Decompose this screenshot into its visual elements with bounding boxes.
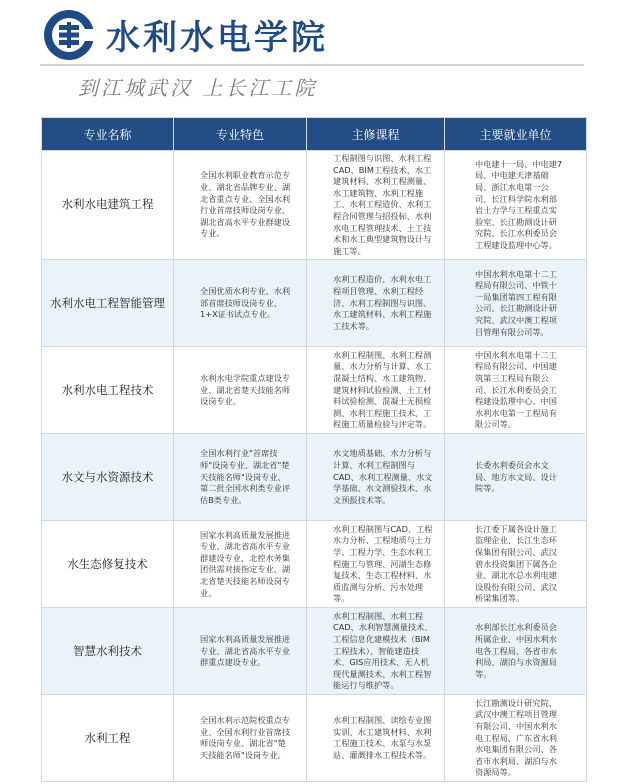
table-row xyxy=(42,151,587,260)
table-header-row xyxy=(42,118,587,151)
major-employers: 水利部长江水利委员会所属企业、中国水利水电各工程局、各省市水利局、湖泊与水资源局等。 xyxy=(445,608,587,695)
major-name: 水利工程 xyxy=(42,695,174,782)
major-employers: 长江委下属各设计施工监理企业、长江生态环保集团有限公司、武汉碧水投资集团下属各企业、湖北水总水利电建设股份有限公司、武汉桥梁集团等。 xyxy=(445,521,587,608)
table-row xyxy=(42,434,587,521)
major-features: 全国优质水利专业、水利部首席技师设岗专业、1+X证书试点专业。 xyxy=(174,260,307,347)
major-name: 水利水电工程智能管理 xyxy=(42,260,174,347)
major-employers: 长江勘测设计研究院、武汉中澳工程项目管理有限公司、中国水利水电工程局、广东省水利水电集团有限公司、各省市水利局、湖泊与水资源局等。 xyxy=(445,695,587,782)
major-name: 水利水电工程技术 xyxy=(42,347,174,434)
major-employers: 中国水利水电第十二工程局有限公司、中国建筑第三工程局有限公司、长江水利委员会工程建设监理中心、中国水利水电第一工程局有限公司等。 xyxy=(445,347,587,434)
major-features: 全国水利职业教育示范专业、湖北省品牌专业、湖北省重点专业、全国水利行业首席技师设岗专业、湖北省高水平专业群建设专业。 xyxy=(174,151,307,260)
major-courses: 水利工程制图、水利工程测量、水力分析与计算、水工混凝土结构、水工建筑物、建筑材料试验检测、土工材料试验检测、混凝土无损检测、水利工程施工技术、工程施工质量检验与评定等。 xyxy=(307,347,445,434)
column-header-employers: 主要就业单位 xyxy=(445,118,587,151)
major-features: 全国水利示范院校重点专业、全国水利行业首席技师设岗专业、湖北省"楚天技能名师"设岗专业。 xyxy=(174,695,307,782)
column-header-name: 专业名称 xyxy=(42,118,174,151)
major-courses: 水利工程制图与CAD、工程水力分析、工程地质与土力学、工程力学、生态水利工程施工与管理、河湖生态修复技术、生态工程材料、水质监测与分析、污水处理等。 xyxy=(307,521,445,608)
major-features: 国家水利高质量发展推进专业、湖北省高水平专业群建设专业、北控水务集团供需对接指定专业、湖北省楚天技能名师设岗专业。 xyxy=(174,521,307,608)
header-divider xyxy=(40,64,584,66)
college-emblem-icon xyxy=(42,8,96,62)
major-courses: 水利工程制图、水利工程CAD、水利智慧测量技术、工程信息化建模技术（BIM工程技术）、智能建造技术、GIS应用技术、无人机现代量测技术、水利工程智能运行与维护等。 xyxy=(307,608,445,695)
major-name: 水文与水资源技术 xyxy=(42,434,174,521)
major-features: 国家水利高质量发展推进专业、湖北省高水平专业群重点建设专业。 xyxy=(174,608,307,695)
major-name: 智慧水利技术 xyxy=(42,608,174,695)
major-courses: 工程制图与识图、水利工程CAD、BIM工程技术、水工建筑材料、水利工程测量、水工建筑物、水利工程施工、水利工程造价、水利工程合同管理与招投标、水利水电工程管理技术、土工技术和水工典型建筑物设计与施工等。 xyxy=(307,151,445,260)
column-header-features: 专业特色 xyxy=(174,118,307,151)
major-name: 水生态修复技术 xyxy=(42,521,174,608)
table-row xyxy=(42,347,587,434)
table-row xyxy=(42,695,587,782)
major-employers: 中国水利水电第十二工程局有限公司、中铁十一局集团第四工程有限公司、长江勘测设计研究院、武汉中澳工程项目管理有限公司等。 xyxy=(445,260,587,347)
major-features: 水利水电学院重点建设专业、湖北省楚天技能名师设岗专业。 xyxy=(174,347,307,434)
major-features: 全国水利行业"首席技师"设岗专业、湖北省"楚天技能名师"设岗专业、第二批全国水利类专业评估B类专业。 xyxy=(174,434,307,521)
page-title: 水利水电学院 xyxy=(106,18,328,58)
table-row xyxy=(42,260,587,347)
page-header xyxy=(0,0,622,114)
slogan: 到江城武汉 上长江工院 xyxy=(78,76,318,100)
major-courses: 水文地质基础、水力分析与计算、水利工程制图与CAD、水利工程测量、水文学基础、水文测验技术、水文预报技术等。 xyxy=(307,434,445,521)
major-courses: 水利工程造价、水利水电工程项目管理、水利工程经济、水利工程制图与识图、水工建筑材料、水利工程施工技术等。 xyxy=(307,260,445,347)
table-row xyxy=(42,608,587,695)
column-header-courses: 主修课程 xyxy=(307,118,445,151)
major-employers: 长委水利委员会水文局、地方水文局、设计院等。 xyxy=(445,434,587,521)
major-courses: 水利工程制图、读绘专业图实训、水工建筑材料、水利工程施工技术、水泵与水泵站、灌溉排水工程技术等。 xyxy=(307,695,445,782)
major-name: 水利水电建筑工程 xyxy=(42,151,174,260)
majors-table xyxy=(41,117,587,782)
table-row xyxy=(42,521,587,608)
major-employers: 中电建十一局、中电建7局、中电建天津基础局、浙江水电第一公司、长江科学院水利部岩土力学与工程重点实验室、长江勘测设计研究院、长江水利委员会工程建设监理中心等。 xyxy=(445,151,587,260)
